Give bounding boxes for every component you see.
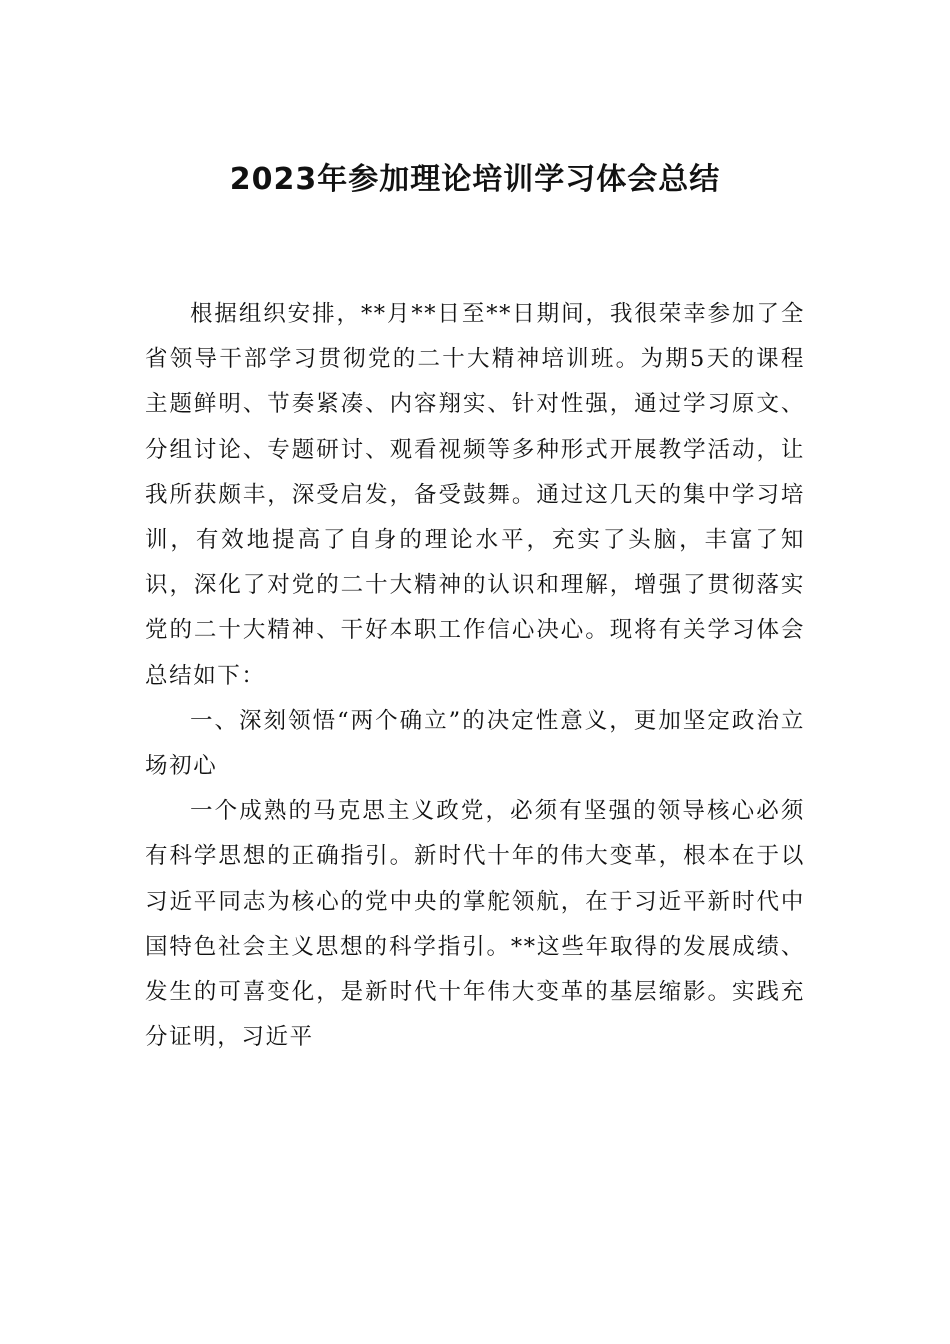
paragraph-intro: 根据组织安排，**月**日至**日期间，我很荣幸参加了全省领导干部学习贯彻党的二十大精神培训班。为期5天的课程主题鲜明、节奏紧凑、内容翔实、针对性强，通过学习原文、分组讨论、专题研讨、观看视频等多种形式开展教学活动，让我所获颇丰，深受启发，备受鼓舞。通过这几天的集中学习培训，有效地提高了自身的理论水平，充实了头脑，丰富了知识，深化了对党的二十大精神的认识和理解，增强了贯彻落实党的二十大精神、干好本职工作信心决心。现将有关学习体会总结如下： <box>145 301 805 689</box>
document-body <box>145 292 805 1060</box>
section-heading-one: 一、深刻领悟“两个确立”的决定性意义，更加坚定政治立场初心 <box>145 707 805 780</box>
document-title: 2023年参加理论培训学习体会总结 <box>229 162 721 197</box>
paragraph-section-one: 一个成熟的马克思主义政党，必须有坚强的领导核心必须有科学思想的正确指引。新时代十年的伟大变革，根本在于以习近平同志为核心的党中央的掌舵领航，在于习近平新时代中国特色社会主义思想的科学指引。**这些年取得的发展成绩、发生的可喜变化，是新时代十年伟大变革的基层缩影。实践充分证明，习近平 <box>145 798 805 1051</box>
